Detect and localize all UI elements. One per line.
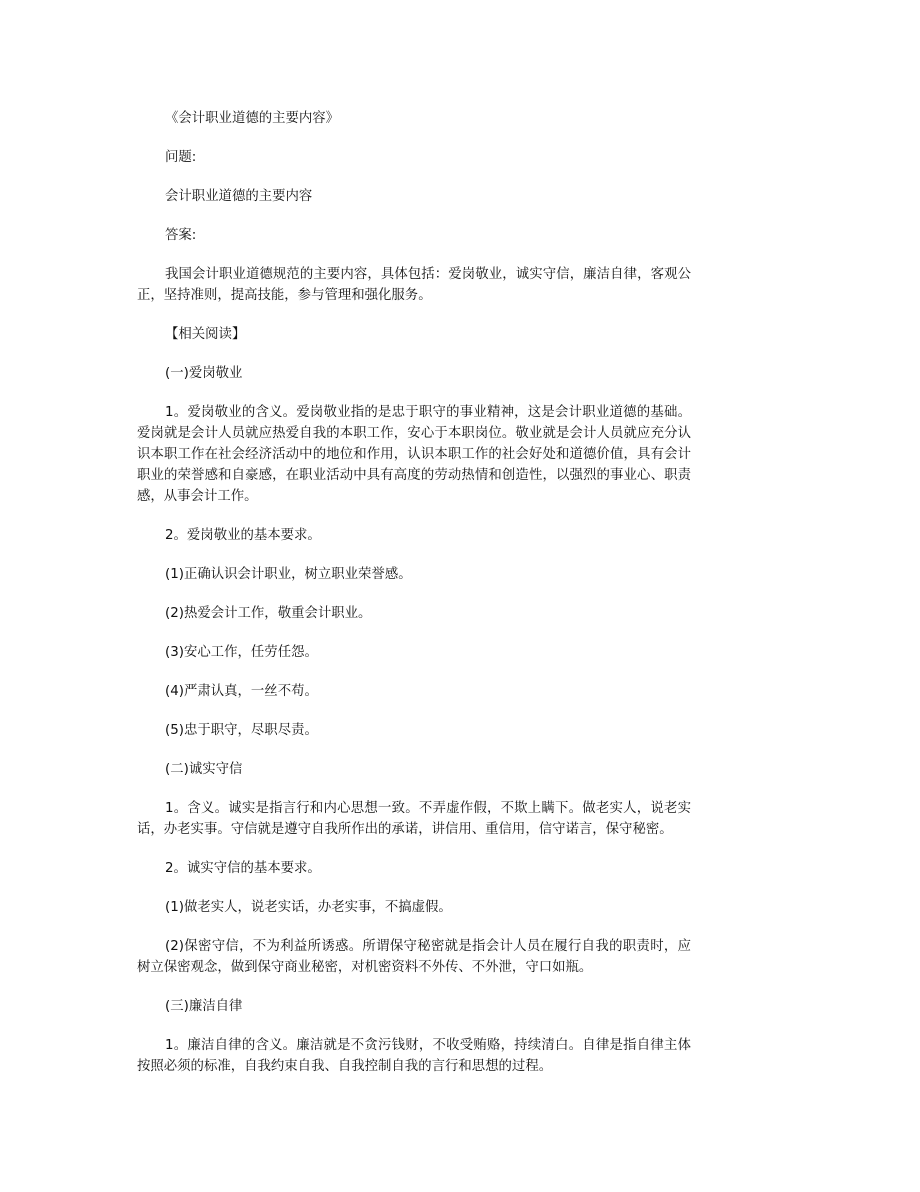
document-body <box>137 108 691 1077</box>
section-paragraph: 1。爱岗敬业的含义。爱岗敬业指的是忠于职守的事业精神，这是会计职业道德的基础。爱岗就是会计人员就应热爱自我的本职工作，安心于本职岗位。敬业就是会计人员就应充分认识本职工作在社会经济活动中的地位和作用，认识本职工作的社会好处和道德价值，具有会计职业的荣誉感和自豪感，在职业活动中具有高度的劳动热情和创造性，以强烈的事业心、职责感，从事会计工作。 <box>137 405 691 504</box>
section-paragraph: 1。廉洁自律的含义。廉洁就是不贪污钱财，不收受贿赂，持续清白。自律是指自律主体按照必须的标准，自我约束自我、自我控制自我的言行和思想的过程。 <box>137 1038 691 1074</box>
section-paragraph: (2)热爱会计工作，敬重会计职业。 <box>165 606 372 621</box>
section-heading: (三)廉洁自律 <box>165 999 243 1014</box>
section-paragraph: (1)正确认识会计职业，树立职业荣誉感。 <box>165 567 412 582</box>
answer-text: 我国会计职业道德规范的主要内容，具体包括：爱岗敬业，诚实守信，廉洁自律，客观公正，坚持准则，提高技能，参与管理和强化服务。 <box>137 267 691 303</box>
document-title: 《会计职业道德的主要内容》 <box>165 111 340 126</box>
section-paragraph: (5)忠于职守，尽职尽责。 <box>165 723 318 738</box>
section-paragraph: (4)严肃认真，一丝不苟。 <box>165 684 318 699</box>
related-reading-heading: 【相关阅读】 <box>165 327 246 342</box>
section-heading: (一)爱岗敬业 <box>165 366 243 381</box>
section-paragraph: (2)保密守信，不为利益所诱惑。所谓保守秘密就是指会计人员在履行自我的职责时，应树立保密观念，做到保守商业秘密，对机密资料不外传、不外泄，守口如瓶。 <box>137 939 691 975</box>
section-heading: (二)诚实守信 <box>165 762 243 777</box>
section-paragraph: (1)做老实人，说老实话，办老实事，不搞虚假。 <box>165 900 452 915</box>
question-text: 会计职业道德的主要内容 <box>165 189 313 204</box>
question-label: 问题: <box>165 150 197 165</box>
section-paragraph: 2。诚实守信的基本要求。 <box>165 861 321 876</box>
answer-label: 答案: <box>165 228 197 243</box>
section-paragraph: (3)安心工作，任劳任怨。 <box>165 645 318 660</box>
section-paragraph: 2。爱岗敬业的基本要求。 <box>165 528 321 543</box>
section-paragraph: 1。含义。诚实是指言行和内心思想一致。不弄虚作假，不欺上瞒下。做老实人，说老实话，办老实事。守信就是遵守自我所作出的承诺，讲信用、重信用，信守诺言，保守秘密。 <box>137 801 691 837</box>
